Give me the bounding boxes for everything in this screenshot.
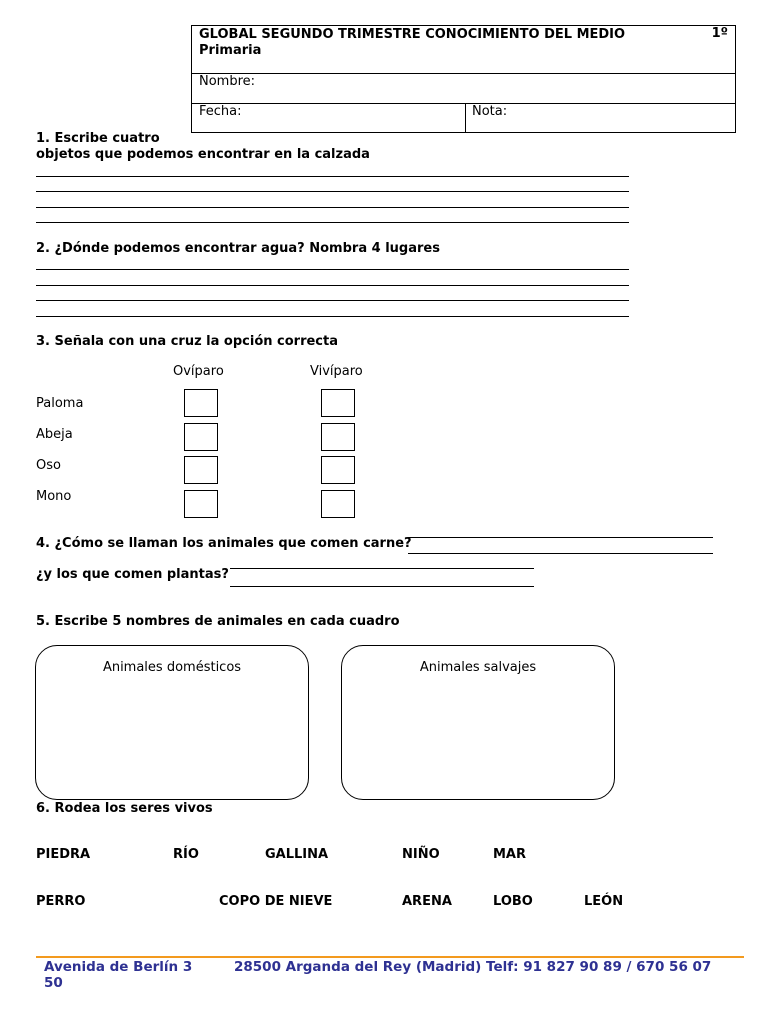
q2-text: 2. ¿Dónde podemos encontrar agua? Nombra 4 lugares	[36, 241, 440, 256]
col-viviparo: Vivíparo	[310, 364, 363, 379]
q4b-answer-line-top[interactable]	[230, 568, 534, 569]
footer-address-b: 50	[44, 975, 63, 991]
header-title: GLOBAL SEGUNDO TRIMESTRE CONOCIMIENTO DEL MEDIO	[199, 27, 626, 42]
box-wild-title: Animales salvajes	[419, 660, 537, 675]
q2-answer-line-2[interactable]	[36, 285, 629, 286]
q4b-answer-line-bottom[interactable]	[230, 586, 534, 587]
name-label: Nombre:	[199, 74, 256, 89]
q5-text: 5. Escribe 5 nombres de animales en cada cuadro	[36, 614, 400, 629]
checkbox-abeja-oviparo[interactable]	[184, 423, 218, 451]
word-perro[interactable]: PERRO	[36, 894, 86, 909]
word-arena[interactable]: ARENA	[402, 894, 452, 909]
header-date-row	[192, 104, 735, 132]
q2-answer-line-3[interactable]	[36, 300, 629, 301]
footer-address-a: Avenida de Berlín 3	[44, 959, 193, 975]
q2-answer-line-1[interactable]	[36, 269, 629, 270]
header-level: Primaria	[199, 43, 262, 58]
word-mar[interactable]: MAR	[493, 847, 527, 862]
q6-text: 6. Rodea los seres vivos	[36, 801, 213, 816]
footer-city: 28500 Arganda del Rey (Madrid) Telf: 91 827 90 89 / 670 56 07	[234, 959, 712, 975]
box-wild-animals[interactable]	[341, 645, 615, 800]
checkbox-paloma-viviparo[interactable]	[321, 389, 355, 417]
checkbox-oso-viviparo[interactable]	[321, 456, 355, 484]
animal-paloma: Paloma	[36, 396, 84, 411]
header-name-row	[192, 74, 735, 104]
word-rio[interactable]: RÍO	[173, 847, 199, 862]
word-leon[interactable]: LEÓN	[584, 894, 624, 909]
box-domestic-animals[interactable]	[35, 645, 309, 800]
checkbox-oso-oviparo[interactable]	[184, 456, 218, 484]
checkbox-abeja-viviparo[interactable]	[321, 423, 355, 451]
word-copo-de-nieve[interactable]: COPO DE NIEVE	[219, 894, 333, 909]
q1-answer-line-4[interactable]	[36, 222, 629, 223]
header-title-row	[192, 26, 735, 74]
q1-line1: 1. Escribe cuatro	[36, 131, 160, 146]
checkbox-mono-viviparo[interactable]	[321, 490, 355, 518]
checkbox-paloma-oviparo[interactable]	[184, 389, 218, 417]
header-table	[191, 25, 736, 133]
header-grade: 1º	[711, 26, 728, 41]
q1-answer-line-1[interactable]	[36, 176, 629, 177]
q4-text2: ¿y los que comen plantas?	[36, 567, 229, 582]
q4-text: 4. ¿Cómo se llaman los animales que comen carne?	[36, 536, 412, 551]
q1-answer-line-3[interactable]	[36, 207, 629, 208]
col-oviparo: Ovíparo	[173, 364, 224, 379]
word-piedra[interactable]: PIEDRA	[36, 847, 91, 862]
checkbox-mono-oviparo[interactable]	[184, 490, 218, 518]
animal-oso: Oso	[36, 458, 61, 473]
word-nino[interactable]: NIÑO	[402, 847, 440, 862]
footer-divider	[36, 956, 744, 958]
word-gallina[interactable]: GALLINA	[265, 847, 329, 862]
date-label: Fecha:	[199, 104, 242, 119]
q1-line2: objetos que podemos encontrar en la calzada	[36, 147, 370, 162]
animal-abeja: Abeja	[36, 427, 73, 442]
q4-answer-line-top[interactable]	[408, 537, 713, 538]
box-domestic-title: Animales domésticos	[102, 660, 242, 675]
animal-mono: Mono	[36, 489, 72, 504]
word-lobo[interactable]: LOBO	[493, 894, 533, 909]
grade-label: Nota:	[472, 104, 508, 119]
q3-text: 3. Señala con una cruz la opción correcta	[36, 334, 338, 349]
q2-answer-line-4[interactable]	[36, 316, 629, 317]
q4-answer-line-bottom[interactable]	[408, 553, 713, 554]
q1-answer-line-2[interactable]	[36, 191, 629, 192]
